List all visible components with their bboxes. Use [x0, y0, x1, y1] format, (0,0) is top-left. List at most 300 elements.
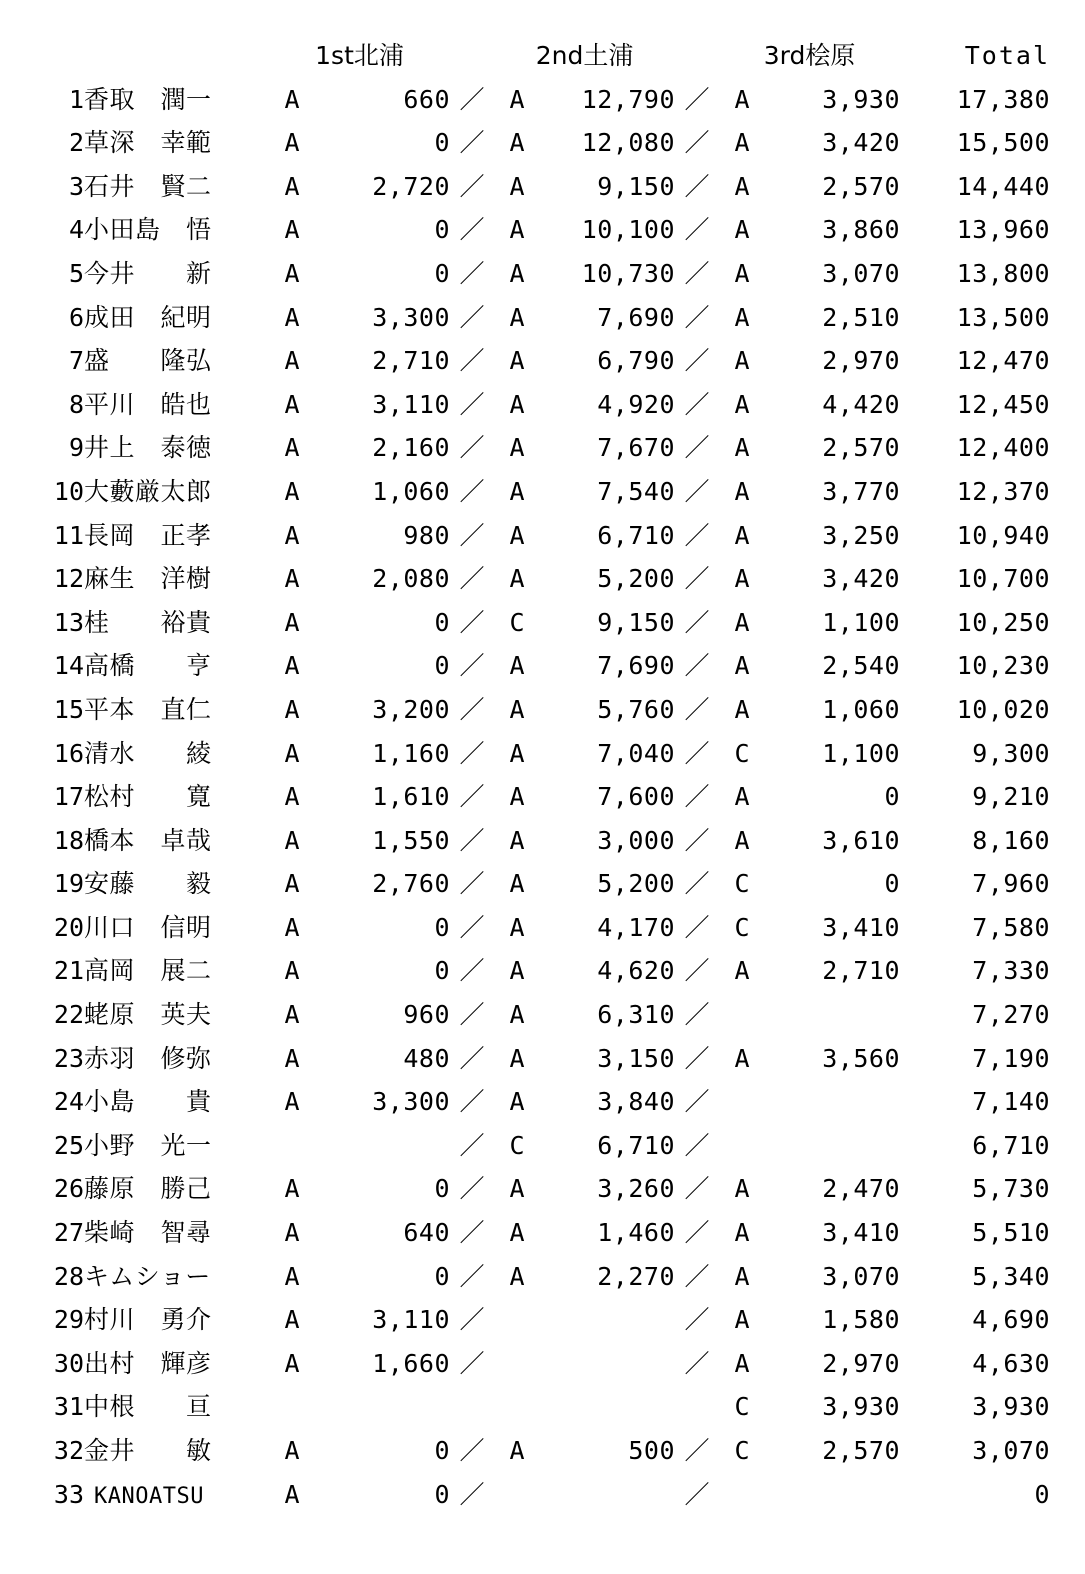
- row-rank: 3: [68, 171, 84, 201]
- row-class-2: [494, 1473, 540, 1519]
- row-separator-2: ／: [684, 476, 710, 506]
- row-separator-1: ／: [459, 912, 485, 942]
- row-rank: 22: [53, 1000, 84, 1030]
- row-total: 7,580: [972, 912, 1051, 942]
- row-class-2: A: [509, 520, 525, 550]
- row-score-1: 480: [403, 1043, 451, 1073]
- table-row: [36, 906, 1050, 950]
- row-score-3: 3,930: [822, 1392, 901, 1422]
- row-class-2: A: [509, 171, 525, 201]
- table-row: [36, 78, 1050, 122]
- row-class-1: A: [284, 520, 300, 550]
- row-class-3: C: [734, 869, 750, 899]
- row-score-3: 2,540: [822, 651, 901, 681]
- row-score-2: 10,100: [581, 215, 676, 245]
- row-separator-1: ／: [459, 825, 485, 855]
- row-total: 9,210: [972, 782, 1051, 812]
- row-separator-1: ／: [459, 476, 485, 506]
- table-row: [36, 121, 1050, 165]
- row-class-3: A: [734, 476, 750, 506]
- row-separator-2: ／: [684, 128, 710, 158]
- row-separator-1: ／: [459, 215, 485, 245]
- table-row: [36, 426, 1050, 470]
- row-total: 6,710: [972, 1130, 1051, 1160]
- row-class-1: A: [284, 738, 300, 768]
- row-score-1: 0: [434, 1261, 451, 1291]
- row-name: 清水 綾: [84, 738, 212, 768]
- table-row: [36, 1124, 1050, 1168]
- row-separator-2: ／: [684, 912, 710, 942]
- row-score-1: 1,160: [372, 738, 451, 768]
- row-rank: 11: [53, 520, 84, 550]
- row-class-2: A: [509, 1087, 525, 1117]
- row-rank: 26: [53, 1174, 84, 1204]
- row-class-2: A: [509, 128, 525, 158]
- row-rank: 5: [68, 258, 84, 288]
- row-name: 赤羽 修弥: [84, 1043, 212, 1073]
- row-class-1: A: [284, 1087, 300, 1117]
- table-row: [36, 165, 1050, 209]
- row-class-1: A: [284, 1479, 300, 1509]
- row-name: 草深 幸範: [84, 128, 212, 158]
- row-class-3: A: [734, 433, 750, 463]
- row-class-1: A: [284, 1348, 300, 1378]
- row-total: 8,160: [972, 825, 1051, 855]
- row-total: 7,190: [972, 1043, 1051, 1073]
- row-class-2: A: [509, 302, 525, 332]
- row-class-2: A: [509, 1000, 525, 1030]
- row-class-2: A: [509, 738, 525, 768]
- row-score-3: 2,710: [822, 956, 901, 986]
- row-total: 13,960: [956, 215, 1051, 245]
- row-rank: 30: [53, 1348, 84, 1378]
- row-separator-2: ／: [684, 520, 710, 550]
- row-separator-1: ／: [459, 1000, 485, 1030]
- row-class-1: A: [284, 1218, 300, 1248]
- row-name: 松村 寛: [84, 782, 212, 812]
- row-total: 10,020: [956, 694, 1051, 724]
- row-separator-2: ／: [684, 215, 710, 245]
- row-separator-2: ／: [684, 389, 710, 419]
- row-separator-1: ／: [459, 346, 485, 376]
- row-separator-2: ／: [684, 1043, 710, 1073]
- row-class-1: A: [284, 564, 300, 594]
- row-score-1: 2,160: [372, 433, 451, 463]
- row-class-2: A: [509, 258, 525, 288]
- row-total: 4,690: [972, 1305, 1051, 1335]
- row-class-1: A: [284, 128, 300, 158]
- row-separator-2: ／: [684, 1130, 710, 1160]
- row-class-1: A: [284, 433, 300, 463]
- row-name: 小島 貴: [84, 1087, 212, 1117]
- table-row: [36, 470, 1050, 514]
- row-rank: 16: [53, 738, 84, 768]
- row-class-3: A: [734, 346, 750, 376]
- row-total: 14,440: [956, 171, 1051, 201]
- table-body: [36, 78, 1050, 1519]
- row-rank: 28: [53, 1261, 84, 1291]
- table-row: [36, 1167, 1050, 1211]
- header-sep-1: [450, 34, 494, 78]
- row-separator-1: ／: [459, 956, 485, 986]
- row-score-2: 5,200: [597, 564, 676, 594]
- row-total: 9,300: [972, 738, 1051, 768]
- row-score-1: 3,300: [372, 302, 451, 332]
- row-class-2: C: [509, 607, 525, 637]
- row-rank: 1: [68, 84, 84, 114]
- row-score-2: 7,540: [597, 476, 676, 506]
- table-row: [36, 732, 1050, 776]
- row-class-1: A: [284, 171, 300, 201]
- row-name: 川口 信明: [84, 912, 212, 942]
- row-name: 中根 亘: [84, 1392, 212, 1422]
- row-class-2: [494, 1298, 540, 1342]
- row-rank: 12: [53, 564, 84, 594]
- row-score-1: 3,110: [372, 1305, 451, 1335]
- row-name: 石井 賢二: [84, 171, 212, 201]
- table-row: [36, 1255, 1050, 1299]
- row-total: 5,510: [972, 1218, 1051, 1248]
- row-rank: 24: [53, 1087, 84, 1117]
- row-rank: 6: [68, 302, 84, 332]
- row-score-2: 7,600: [597, 782, 676, 812]
- header-name: [84, 34, 269, 78]
- row-class-2: A: [509, 1174, 525, 1204]
- row-class-3: A: [734, 258, 750, 288]
- row-score-1: 3,200: [372, 694, 451, 724]
- row-total: 13,800: [956, 258, 1051, 288]
- row-class-2: [494, 1342, 540, 1386]
- row-separator-1: ／: [459, 1436, 485, 1465]
- row-score-1: 3,110: [372, 389, 451, 419]
- row-class-3: A: [734, 1261, 750, 1291]
- row-score-1: 0: [434, 258, 451, 288]
- row-class-2: A: [509, 1436, 525, 1465]
- row-name: 金井 敏: [84, 1436, 212, 1465]
- row-class-2: A: [509, 346, 525, 376]
- row-separator-2: ／: [684, 1436, 710, 1465]
- row-rank: 21: [53, 956, 84, 986]
- table-row: [36, 993, 1050, 1037]
- row-separator-1: [450, 1385, 494, 1429]
- row-class-2: A: [509, 956, 525, 986]
- table-row: [36, 862, 1050, 906]
- row-name: 藤原 勝己: [84, 1174, 212, 1204]
- row-class-2: A: [509, 215, 525, 245]
- row-score-2: 12,080: [581, 128, 676, 158]
- header-total: Total: [964, 41, 1051, 70]
- table-row: [36, 557, 1050, 601]
- row-class-1: [269, 1124, 315, 1168]
- row-name: 大藪厳太郎: [84, 476, 212, 506]
- row-rank: 23: [53, 1043, 84, 1073]
- header-row: [36, 34, 1050, 78]
- row-name: 出村 輝彦: [84, 1348, 212, 1378]
- table-row: [36, 1037, 1050, 1081]
- row-separator-1: ／: [459, 1305, 485, 1335]
- row-name: 成田 紀明: [84, 302, 212, 332]
- row-class-3: A: [734, 520, 750, 550]
- standings-table: [36, 34, 1050, 1518]
- row-score-1: 1,550: [372, 825, 451, 855]
- row-class-2: A: [509, 564, 525, 594]
- row-score-1: 0: [434, 651, 451, 681]
- row-name: 柴崎 智尋: [84, 1218, 212, 1248]
- row-separator-2: ／: [684, 1305, 710, 1335]
- row-score-2: 3,260: [597, 1174, 676, 1204]
- row-rank: 9: [68, 433, 84, 463]
- row-score-3: 3,410: [822, 1218, 901, 1248]
- row-separator-1: ／: [459, 1130, 485, 1160]
- row-class-3: [719, 993, 765, 1037]
- row-rank: 17: [53, 782, 84, 812]
- table-header: [36, 34, 1050, 78]
- row-total: 3,070: [972, 1436, 1051, 1465]
- row-separator-2: ／: [684, 564, 710, 594]
- row-class-2: A: [509, 651, 525, 681]
- row-score-3: 1,100: [822, 607, 901, 637]
- row-class-3: A: [734, 171, 750, 201]
- header-round-2: 2nd土浦: [535, 41, 634, 70]
- row-name: 井上 泰徳: [84, 433, 212, 463]
- row-class-3: A: [734, 651, 750, 681]
- row-score-1: 960: [403, 1000, 451, 1030]
- row-score-1: 1,060: [372, 476, 451, 506]
- row-score-3: 3,860: [822, 215, 901, 245]
- row-total: 10,700: [956, 564, 1051, 594]
- row-separator-1: ／: [459, 171, 485, 201]
- row-class-2: A: [509, 1261, 525, 1291]
- row-total: 12,450: [956, 389, 1051, 419]
- row-separator-2: ／: [684, 1087, 710, 1117]
- row-score-2: 500: [628, 1436, 676, 1465]
- row-score-1: 0: [434, 128, 451, 158]
- row-score-3: [765, 993, 900, 1037]
- row-total: 5,730: [972, 1174, 1051, 1204]
- row-class-3: A: [734, 956, 750, 986]
- row-score-1: 0: [434, 1174, 451, 1204]
- row-class-3: A: [734, 215, 750, 245]
- row-separator-1: ／: [459, 1261, 485, 1291]
- table-row: [36, 775, 1050, 819]
- row-name: 小田島 悟: [84, 215, 212, 245]
- row-separator-1: ／: [459, 1348, 485, 1378]
- row-class-2: [494, 1385, 540, 1429]
- row-separator-2: ／: [684, 1348, 710, 1378]
- row-score-3: 1,060: [822, 694, 901, 724]
- table-row: [36, 1429, 1050, 1473]
- row-score-3: 2,470: [822, 1174, 901, 1204]
- row-name: 長岡 正孝: [84, 520, 212, 550]
- row-name: 桂 裕貴: [84, 607, 212, 637]
- row-separator-1: ／: [459, 84, 485, 114]
- row-separator-2: ／: [684, 1261, 710, 1291]
- row-rank: 31: [53, 1392, 84, 1422]
- row-class-3: C: [734, 912, 750, 942]
- row-total: 10,230: [956, 651, 1051, 681]
- row-name: KANOATSU: [94, 1483, 204, 1509]
- row-separator-1: ／: [459, 651, 485, 681]
- table-row: [36, 644, 1050, 688]
- row-separator-1: ／: [459, 520, 485, 550]
- table-row: [36, 1473, 1050, 1519]
- row-rank: 2: [68, 128, 84, 158]
- row-separator-1: ／: [459, 694, 485, 724]
- row-score-1: 1,660: [372, 1348, 451, 1378]
- row-rank: 32: [53, 1436, 84, 1465]
- row-class-1: A: [284, 215, 300, 245]
- row-class-1: [269, 1385, 315, 1429]
- row-score-3: 2,570: [822, 433, 901, 463]
- row-name: 香取 潤一: [84, 84, 212, 114]
- row-class-1: A: [284, 651, 300, 681]
- row-class-3: A: [734, 1218, 750, 1248]
- row-score-2: 4,620: [597, 956, 676, 986]
- row-class-1: A: [284, 1043, 300, 1073]
- row-name: 麻生 洋樹: [84, 564, 212, 594]
- row-rank: 13: [53, 607, 84, 637]
- row-separator-2: ／: [684, 956, 710, 986]
- row-class-1: A: [284, 912, 300, 942]
- header-round-1: 1st北浦: [315, 41, 404, 70]
- row-score-1: 3,300: [372, 1087, 451, 1117]
- row-score-1: 2,760: [372, 869, 451, 899]
- row-rank: 19: [53, 869, 84, 899]
- row-score-3: [765, 1080, 900, 1124]
- table-row: [36, 819, 1050, 863]
- row-class-1: A: [284, 346, 300, 376]
- row-score-2: 9,150: [597, 171, 676, 201]
- row-score-2: 6,710: [597, 1130, 676, 1160]
- row-class-2: C: [509, 1130, 525, 1160]
- row-class-2: A: [509, 869, 525, 899]
- row-class-3: A: [734, 1174, 750, 1204]
- row-class-3: A: [734, 1305, 750, 1335]
- row-separator-1: ／: [459, 1174, 485, 1204]
- row-score-3: 2,510: [822, 302, 901, 332]
- table-row: [36, 1342, 1050, 1386]
- row-separator-1: ／: [459, 738, 485, 768]
- row-total: 7,330: [972, 956, 1051, 986]
- row-separator-2: ／: [684, 302, 710, 332]
- table-row: [36, 296, 1050, 340]
- row-score-2: 5,200: [597, 869, 676, 899]
- row-score-3: 3,070: [822, 258, 901, 288]
- row-name: 橋本 卓哉: [84, 825, 212, 855]
- row-score-3: 3,420: [822, 564, 901, 594]
- row-name: 高岡 展二: [84, 956, 212, 986]
- row-rank: 18: [53, 825, 84, 855]
- row-class-1: A: [284, 302, 300, 332]
- row-score-3: 1,580: [822, 1305, 901, 1335]
- row-separator-1: ／: [459, 782, 485, 812]
- row-class-3: A: [734, 607, 750, 637]
- row-score-2: 7,690: [597, 302, 676, 332]
- table-row: [36, 949, 1050, 993]
- row-total: 7,960: [972, 869, 1051, 899]
- row-score-2: 1,460: [597, 1218, 676, 1248]
- row-score-2: 10,730: [581, 258, 676, 288]
- row-score-2: 6,310: [597, 1000, 676, 1030]
- row-score-3: 3,610: [822, 825, 901, 855]
- row-score-2: 7,670: [597, 433, 676, 463]
- row-separator-1: ／: [459, 1218, 485, 1248]
- row-name: 盛 隆弘: [84, 346, 212, 376]
- row-class-3: A: [734, 84, 750, 114]
- row-score-2: [540, 1342, 675, 1386]
- row-class-3: A: [734, 825, 750, 855]
- row-separator-2: ／: [684, 694, 710, 724]
- row-class-3: A: [734, 302, 750, 332]
- row-rank: 14: [53, 651, 84, 681]
- row-class-3: C: [734, 738, 750, 768]
- row-separator-1: ／: [459, 1087, 485, 1117]
- row-score-2: 7,690: [597, 651, 676, 681]
- row-score-2: [540, 1298, 675, 1342]
- row-score-3: 3,560: [822, 1043, 901, 1073]
- row-score-3: 3,410: [822, 912, 901, 942]
- row-total: 12,400: [956, 433, 1051, 463]
- row-separator-2: ／: [684, 782, 710, 812]
- row-class-2: A: [509, 1218, 525, 1248]
- row-score-2: 6,710: [597, 520, 676, 550]
- row-separator-2: ／: [684, 651, 710, 681]
- row-class-3: A: [734, 564, 750, 594]
- row-rank: 33: [53, 1479, 84, 1509]
- row-score-2: [540, 1385, 675, 1429]
- row-name: 蛯原 英夫: [84, 1000, 212, 1030]
- row-total: 4,630: [972, 1348, 1051, 1378]
- row-score-2: 3,000: [597, 825, 676, 855]
- row-total: 7,140: [972, 1087, 1051, 1117]
- row-separator-1: ／: [459, 1479, 485, 1509]
- row-class-1: A: [284, 607, 300, 637]
- row-class-3: [719, 1473, 765, 1519]
- row-score-3: [765, 1473, 900, 1519]
- row-separator-1: ／: [459, 564, 485, 594]
- row-separator-1: ／: [459, 433, 485, 463]
- row-score-2: 3,840: [597, 1087, 676, 1117]
- row-separator-2: ／: [684, 433, 710, 463]
- row-class-2: A: [509, 1043, 525, 1073]
- row-score-1: [315, 1385, 450, 1429]
- row-score-3: [765, 1124, 900, 1168]
- row-total: 12,470: [956, 346, 1051, 376]
- row-class-2: A: [509, 912, 525, 942]
- row-separator-2: ／: [684, 607, 710, 637]
- row-class-1: A: [284, 1261, 300, 1291]
- row-score-2: 4,920: [597, 389, 676, 419]
- row-rank: 20: [53, 912, 84, 942]
- table-row: [36, 1298, 1050, 1342]
- row-score-3: 3,070: [822, 1261, 901, 1291]
- table-row: [36, 208, 1050, 252]
- row-score-1: 0: [434, 1479, 451, 1509]
- row-rank: 29: [53, 1305, 84, 1335]
- row-score-3: 1,100: [822, 738, 901, 768]
- row-separator-2: ／: [684, 1174, 710, 1204]
- row-class-1: A: [284, 956, 300, 986]
- row-class-3: A: [734, 1043, 750, 1073]
- row-class-1: A: [284, 84, 300, 114]
- row-score-1: 640: [403, 1218, 451, 1248]
- row-class-1: A: [284, 869, 300, 899]
- row-class-2: A: [509, 476, 525, 506]
- table-row: [36, 1211, 1050, 1255]
- row-score-2: 12,790: [581, 84, 676, 114]
- row-class-1: A: [284, 258, 300, 288]
- row-class-3: A: [734, 128, 750, 158]
